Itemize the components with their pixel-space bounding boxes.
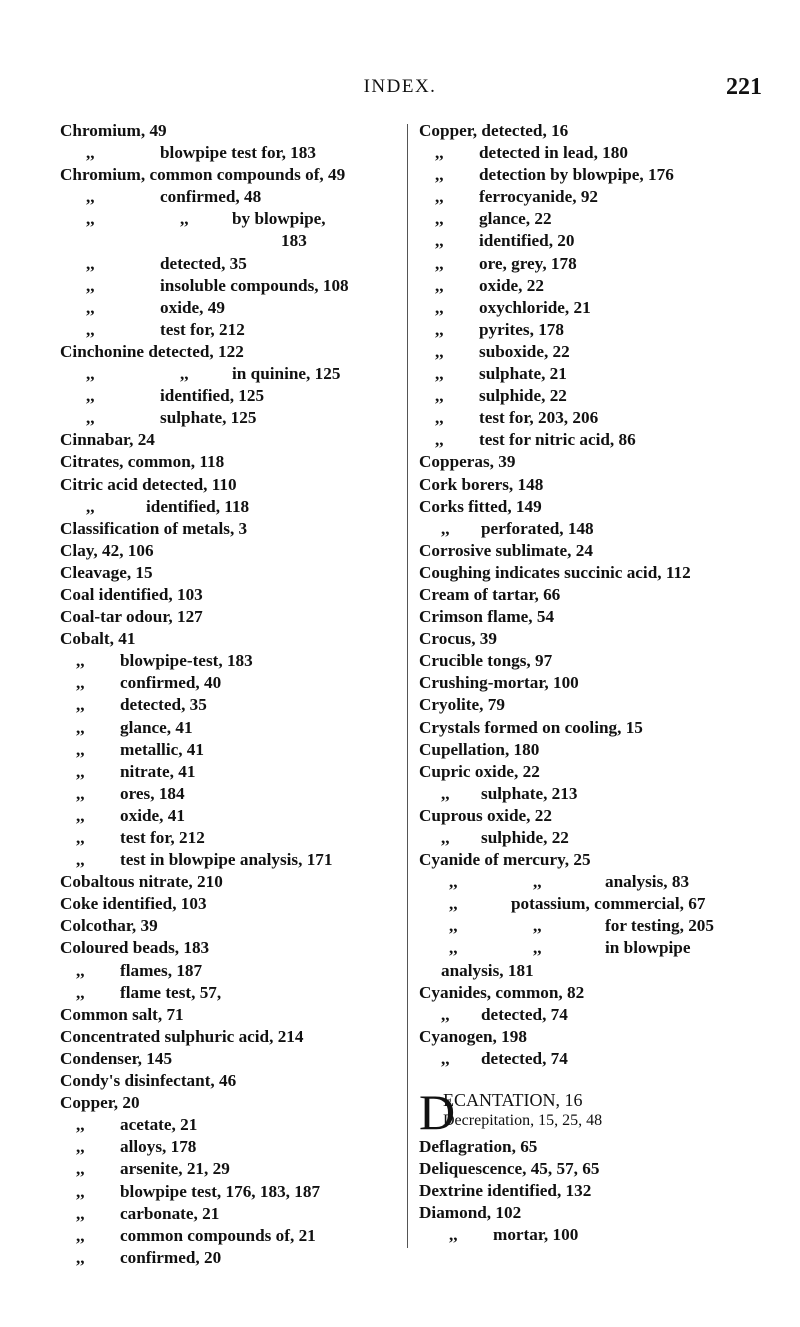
entry-text: oxide, 22 xyxy=(479,275,544,295)
ditto-mark: ,, xyxy=(435,253,444,273)
ditto-mark: ,, xyxy=(449,1225,458,1245)
entry-text: identified, 118 xyxy=(146,496,250,516)
ditto-mark: ,, xyxy=(533,916,542,936)
index-entry xyxy=(419,474,764,496)
index-entry: Decrepitation, 15, 25, 48 xyxy=(443,1112,603,1130)
entry-text: perforated, 148 xyxy=(481,518,594,538)
index-entry xyxy=(419,1004,764,1026)
entry-text: potassium, commercial, 67 xyxy=(511,894,706,914)
index-entry xyxy=(419,1202,764,1224)
index-entry xyxy=(60,584,400,606)
entry-text: Coal-tar odour, 127 xyxy=(60,607,203,627)
ditto-mark: ,, xyxy=(86,386,95,406)
ditto-mark: ,, xyxy=(76,1203,85,1223)
index-entry xyxy=(419,982,764,1004)
index-entry xyxy=(60,1114,400,1136)
ditto-mark: ,, xyxy=(86,319,95,339)
ditto-mark: ,, xyxy=(180,209,189,229)
ditto-mark: ,, xyxy=(76,1137,85,1157)
entry-text: Cyanides, common, 82 xyxy=(419,982,585,1002)
ditto-mark: ,, xyxy=(435,319,444,339)
page-number: 221 xyxy=(726,74,762,100)
entry-text: insoluble compounds, 108 xyxy=(160,275,349,295)
index-entry xyxy=(60,1004,400,1026)
ditto-mark: ,, xyxy=(449,872,458,892)
index-entry xyxy=(60,474,400,496)
entry-text: oxide, 49 xyxy=(160,297,225,317)
ditto-mark: ,, xyxy=(76,1225,85,1245)
ditto-mark: ,, xyxy=(76,673,85,693)
ditto-mark: ,, xyxy=(76,1181,85,1201)
entry-text: Cryolite, 79 xyxy=(419,695,505,715)
ditto-mark: ,, xyxy=(435,275,444,295)
entry-text: Cuprous oxide, 22 xyxy=(419,805,552,825)
entry-text: acetate, 21 xyxy=(120,1115,198,1135)
index-entry xyxy=(60,142,400,164)
entry-text: sulphate, 213 xyxy=(481,783,578,803)
index-entry xyxy=(60,1247,400,1269)
entry-text: blowpipe test, 176, 183, 187 xyxy=(120,1181,321,1201)
ditto-mark: ,, xyxy=(86,408,95,428)
entry-text: detected, 74 xyxy=(481,1048,568,1068)
ditto-mark: ,, xyxy=(86,364,95,384)
index-entry xyxy=(60,783,400,805)
ditto-mark: ,, xyxy=(86,143,95,163)
ditto-mark: ,, xyxy=(435,297,444,317)
index-entry xyxy=(419,230,764,252)
ditto-mark: ,, xyxy=(86,275,95,295)
index-entry xyxy=(60,1048,400,1070)
ditto-mark: ,, xyxy=(76,960,85,980)
ditto-mark: ,, xyxy=(435,187,444,207)
entry-text: oxychloride, 21 xyxy=(479,297,591,317)
entry-text: Dextrine identified, 132 xyxy=(419,1181,592,1201)
entry-text: arsenite, 21, 29 xyxy=(120,1159,230,1179)
ditto-mark: ,, xyxy=(76,695,85,715)
index-entry xyxy=(60,1225,400,1247)
ditto-mark: ,, xyxy=(76,1247,85,1267)
index-entry xyxy=(60,407,400,429)
entry-text: flame test, 57, xyxy=(120,982,222,1002)
index-entry xyxy=(60,429,400,451)
index-entry xyxy=(419,253,764,275)
entry-text: Copper, 20 xyxy=(60,1093,140,1113)
index-entry xyxy=(60,496,400,518)
ditto-mark: ,, xyxy=(86,496,95,516)
entry-text: confirmed, 48 xyxy=(160,187,262,207)
entry-text: Coke identified, 103 xyxy=(60,894,207,914)
entry-text: Corks fitted, 149 xyxy=(419,496,542,516)
entry-text: test for, 203, 206 xyxy=(479,408,599,428)
ditto-mark: ,, xyxy=(441,518,450,538)
ditto-mark: ,, xyxy=(76,739,85,759)
entry-text: 183 xyxy=(281,231,307,251)
index-entry xyxy=(419,937,764,959)
ditto-mark: ,, xyxy=(435,209,444,229)
entry-text: detected, 74 xyxy=(481,1004,568,1024)
index-section-d xyxy=(419,1136,764,1246)
index-entry xyxy=(419,562,764,584)
index-entry xyxy=(60,341,400,363)
column-divider xyxy=(407,124,408,1248)
entry-text: Cleavage, 15 xyxy=(60,562,153,582)
entry-text: oxide, 41 xyxy=(120,805,185,825)
ditto-mark: ,, xyxy=(76,717,85,737)
index-entry xyxy=(60,540,400,562)
index-entry xyxy=(60,1026,400,1048)
ditto-mark: ,, xyxy=(435,408,444,428)
index-entry xyxy=(419,1136,764,1158)
index-entry xyxy=(60,120,400,142)
index-column-left xyxy=(60,120,400,1269)
entry-text: Coughing indicates succinic acid, 112 xyxy=(419,562,691,582)
index-entry xyxy=(419,297,764,319)
index-entry xyxy=(60,518,400,540)
index-entry xyxy=(419,1048,764,1070)
index-entry xyxy=(419,694,764,716)
ditto-mark: ,, xyxy=(441,828,450,847)
ditto-mark: ,, xyxy=(435,364,444,384)
index-entry xyxy=(60,761,400,783)
index-entry xyxy=(60,827,400,849)
entry-text: Crocus, 39 xyxy=(419,629,497,649)
index-entry xyxy=(60,1181,400,1203)
drop-cap: D xyxy=(419,1084,456,1141)
entry-text: Chromium, 49 xyxy=(60,121,167,140)
entry-text: Citric acid detected, 110 xyxy=(60,474,237,494)
running-head xyxy=(0,76,800,106)
entry-text: sulphide, 22 xyxy=(481,828,569,847)
index-entry xyxy=(419,871,764,893)
ditto-mark: ,, xyxy=(435,143,444,163)
index-entry xyxy=(419,672,764,694)
section-gap xyxy=(419,1070,764,1090)
index-entry xyxy=(419,915,764,937)
entry-text: test in blowpipe analysis, 171 xyxy=(120,850,333,870)
entry-text: sulphide, 22 xyxy=(479,386,567,406)
ditto-mark: ,, xyxy=(86,209,95,229)
entry-text: Concentrated sulphuric acid, 214 xyxy=(60,1026,304,1046)
entry-text: Coloured beads, 183 xyxy=(60,938,210,958)
entry-text: blowpipe-test, 183 xyxy=(120,651,253,671)
index-entry xyxy=(60,937,400,959)
entry-text: Cobalt, 41 xyxy=(60,629,136,649)
ditto-mark: ,, xyxy=(76,850,85,870)
entry-text: by blowpipe, xyxy=(232,209,326,229)
index-column-right xyxy=(419,120,764,1247)
index-entry xyxy=(419,650,764,672)
entry-text: Deflagration, 65 xyxy=(419,1137,538,1157)
index-entry xyxy=(60,319,400,341)
entry-text: Common salt, 71 xyxy=(60,1004,184,1024)
ditto-mark: ,, xyxy=(86,297,95,317)
index-entry xyxy=(419,960,764,982)
index-entry xyxy=(419,186,764,208)
entry-text: Corrosive sublimate, 24 xyxy=(419,540,593,560)
index-entry xyxy=(60,694,400,716)
entry-text: in quinine, 125 xyxy=(232,364,341,384)
ditto-mark: ,, xyxy=(441,1004,450,1024)
ditto-mark: ,, xyxy=(180,364,189,384)
ditto-mark: ,, xyxy=(435,386,444,406)
index-entry xyxy=(419,606,764,628)
entry-text: test for, 212 xyxy=(160,319,245,339)
index-entry xyxy=(60,960,400,982)
index-entry xyxy=(60,893,400,915)
index-entry: ECANTATION, 16 xyxy=(443,1090,583,1111)
entry-text: Cream of tartar, 66 xyxy=(419,584,561,604)
index-entry xyxy=(60,1136,400,1158)
index-entry xyxy=(419,407,764,429)
entry-text: ferrocyanide, 92 xyxy=(479,187,599,207)
ditto-mark: ,, xyxy=(441,1048,450,1068)
index-entry xyxy=(60,275,400,297)
entry-text: metallic, 41 xyxy=(120,739,204,759)
index-entry xyxy=(60,451,400,473)
entry-text: suboxide, 22 xyxy=(479,341,570,361)
entry-text: sulphate, 21 xyxy=(479,364,567,384)
index-entry xyxy=(60,982,400,1004)
entry-text: ores, 184 xyxy=(120,783,185,803)
index-entry xyxy=(419,451,764,473)
entry-text: glance, 41 xyxy=(120,717,193,737)
index-entry xyxy=(419,275,764,297)
entry-text: sulphate, 125 xyxy=(160,408,257,428)
index-entry xyxy=(60,628,400,650)
ditto-mark: ,, xyxy=(76,805,85,825)
entry-text: glance, 22 xyxy=(479,209,552,229)
entry-text: carbonate, 21 xyxy=(120,1203,220,1223)
index-entry xyxy=(419,540,764,562)
ditto-mark: ,, xyxy=(449,894,458,914)
ditto-mark: ,, xyxy=(533,872,542,892)
index-entry xyxy=(60,208,400,230)
entry-text: analysis, 83 xyxy=(605,872,690,892)
entry-text: Condenser, 145 xyxy=(60,1048,173,1068)
entry-text: mortar, 100 xyxy=(493,1225,579,1245)
entry-text: confirmed, 20 xyxy=(120,1247,222,1267)
entry-text: detected in lead, 180 xyxy=(479,143,628,163)
entry-text: Cyanide of mercury, 25 xyxy=(419,850,591,870)
index-entry xyxy=(60,1070,400,1092)
ditto-mark: ,, xyxy=(76,761,85,781)
entry-text: ore, grey, 178 xyxy=(479,253,577,273)
index-entry xyxy=(60,1158,400,1180)
index-entry xyxy=(419,1026,764,1048)
index-entry xyxy=(60,606,400,628)
index-entry xyxy=(60,915,400,937)
ditto-mark: ,, xyxy=(435,231,444,251)
index-entry xyxy=(60,562,400,584)
ditto-mark: ,, xyxy=(76,1115,85,1135)
entry-text: blowpipe test for, 183 xyxy=(160,143,316,163)
entry-text: Cupric oxide, 22 xyxy=(419,761,540,781)
ditto-mark: ,, xyxy=(449,916,458,936)
entry-text: identified, 20 xyxy=(479,231,575,251)
index-entry xyxy=(419,496,764,518)
ditto-mark: ,, xyxy=(449,938,458,958)
ditto-mark: ,, xyxy=(76,982,85,1002)
entry-text: Copperas, 39 xyxy=(419,452,516,472)
entry-text: Crucible tongs, 97 xyxy=(419,651,553,671)
index-entry xyxy=(419,783,764,805)
entry-text: Chromium, common compounds of, 49 xyxy=(60,165,346,185)
index-entry xyxy=(60,230,400,252)
index-entry xyxy=(60,164,400,186)
entry-text: detected, 35 xyxy=(160,253,247,273)
ditto-mark: ,, xyxy=(86,253,95,273)
index-entry xyxy=(60,739,400,761)
index-entry xyxy=(419,208,764,230)
entry-text: detection by blowpipe, 176 xyxy=(479,165,674,185)
entry-text: detected, 35 xyxy=(120,695,207,715)
entry-text: pyrites, 178 xyxy=(479,319,564,339)
entry-text: alloys, 178 xyxy=(120,1137,197,1157)
ditto-mark: ,, xyxy=(435,165,444,185)
index-entry xyxy=(60,871,400,893)
ditto-mark: ,, xyxy=(435,430,444,450)
entry-text: test for nitric acid, 86 xyxy=(479,430,636,450)
index-entry xyxy=(419,827,764,849)
index-entry xyxy=(419,584,764,606)
entry-text: Classification of metals, 3 xyxy=(60,518,248,538)
entry-text: Cinnabar, 24 xyxy=(60,430,155,450)
index-entry xyxy=(419,739,764,761)
entry-text: confirmed, 40 xyxy=(120,673,222,693)
entry-text: Citrates, common, 118 xyxy=(60,452,225,472)
index-section-c xyxy=(419,120,764,1070)
index-entry xyxy=(419,341,764,363)
entry-text: Crushing-mortar, 100 xyxy=(419,673,579,693)
ditto-mark: ,, xyxy=(435,341,444,361)
index-entry xyxy=(419,164,764,186)
entry-text: Colcothar, 39 xyxy=(60,916,158,936)
entry-text: Crimson flame, 54 xyxy=(419,607,555,627)
entry-text: common compounds of, 21 xyxy=(120,1225,316,1245)
entry-text: Deliquescence, 45, 57, 65 xyxy=(419,1159,600,1179)
entry-text: Cupellation, 180 xyxy=(419,739,540,759)
index-entry xyxy=(60,1092,400,1114)
index-entry xyxy=(60,297,400,319)
page-title: INDEX. xyxy=(363,76,437,97)
index-entry xyxy=(60,805,400,827)
entry-text: flames, 187 xyxy=(120,960,203,980)
index-entry xyxy=(419,120,764,142)
entry-text: analysis, 181 xyxy=(441,960,534,980)
index-entry xyxy=(419,628,764,650)
entry-text: Cinchonine detected, 122 xyxy=(60,341,244,361)
ditto-mark: ,, xyxy=(86,187,95,207)
entry-text: Cyanogen, 198 xyxy=(419,1026,527,1046)
entry-text: for testing, 205 xyxy=(605,916,714,936)
index-entry xyxy=(419,1224,764,1246)
index-entry xyxy=(419,385,764,407)
ditto-mark: ,, xyxy=(533,938,542,958)
entry-text: nitrate, 41 xyxy=(120,761,196,781)
entry-text: Copper, detected, 16 xyxy=(419,121,569,140)
ditto-mark: ,, xyxy=(76,1159,85,1179)
entry-text: Crystals formed on cooling, 15 xyxy=(419,717,643,737)
index-entry xyxy=(419,429,764,451)
entry-text: Cork borers, 148 xyxy=(419,474,544,494)
index-section-d-head xyxy=(419,1084,764,1141)
index-entry xyxy=(60,672,400,694)
index-entry xyxy=(60,363,400,385)
ditto-mark: ,, xyxy=(441,783,450,803)
entry-text: in blowpipe xyxy=(605,938,691,958)
ditto-mark: ,, xyxy=(76,828,85,847)
entry-text: identified, 125 xyxy=(160,386,265,406)
index-entry xyxy=(419,717,764,739)
index-entry xyxy=(419,849,764,871)
index-entry xyxy=(60,186,400,208)
index-entry xyxy=(419,518,764,540)
index-entry xyxy=(60,849,400,871)
index-entry xyxy=(60,385,400,407)
index-entry xyxy=(419,893,764,915)
entry-text: Condy's disinfectant, 46 xyxy=(60,1071,237,1091)
index-entry xyxy=(419,1158,764,1180)
index-entry xyxy=(60,1203,400,1225)
entry-text: Clay, 42, 106 xyxy=(60,540,154,560)
entry-text: Cobaltous nitrate, 210 xyxy=(60,872,223,892)
ditto-mark: ,, xyxy=(76,651,85,671)
entry-text: test for, 212 xyxy=(120,828,205,847)
index-entry xyxy=(419,142,764,164)
entry-text: Diamond, 102 xyxy=(419,1203,522,1223)
ditto-mark: ,, xyxy=(76,783,85,803)
index-entry xyxy=(60,650,400,672)
entry-text: Coal identified, 103 xyxy=(60,584,203,604)
index-entry xyxy=(419,1180,764,1202)
index-entry xyxy=(419,319,764,341)
index-entry xyxy=(419,363,764,385)
index-entry xyxy=(419,805,764,827)
index-entry xyxy=(419,761,764,783)
index-entry xyxy=(60,253,400,275)
index-entry xyxy=(60,717,400,739)
